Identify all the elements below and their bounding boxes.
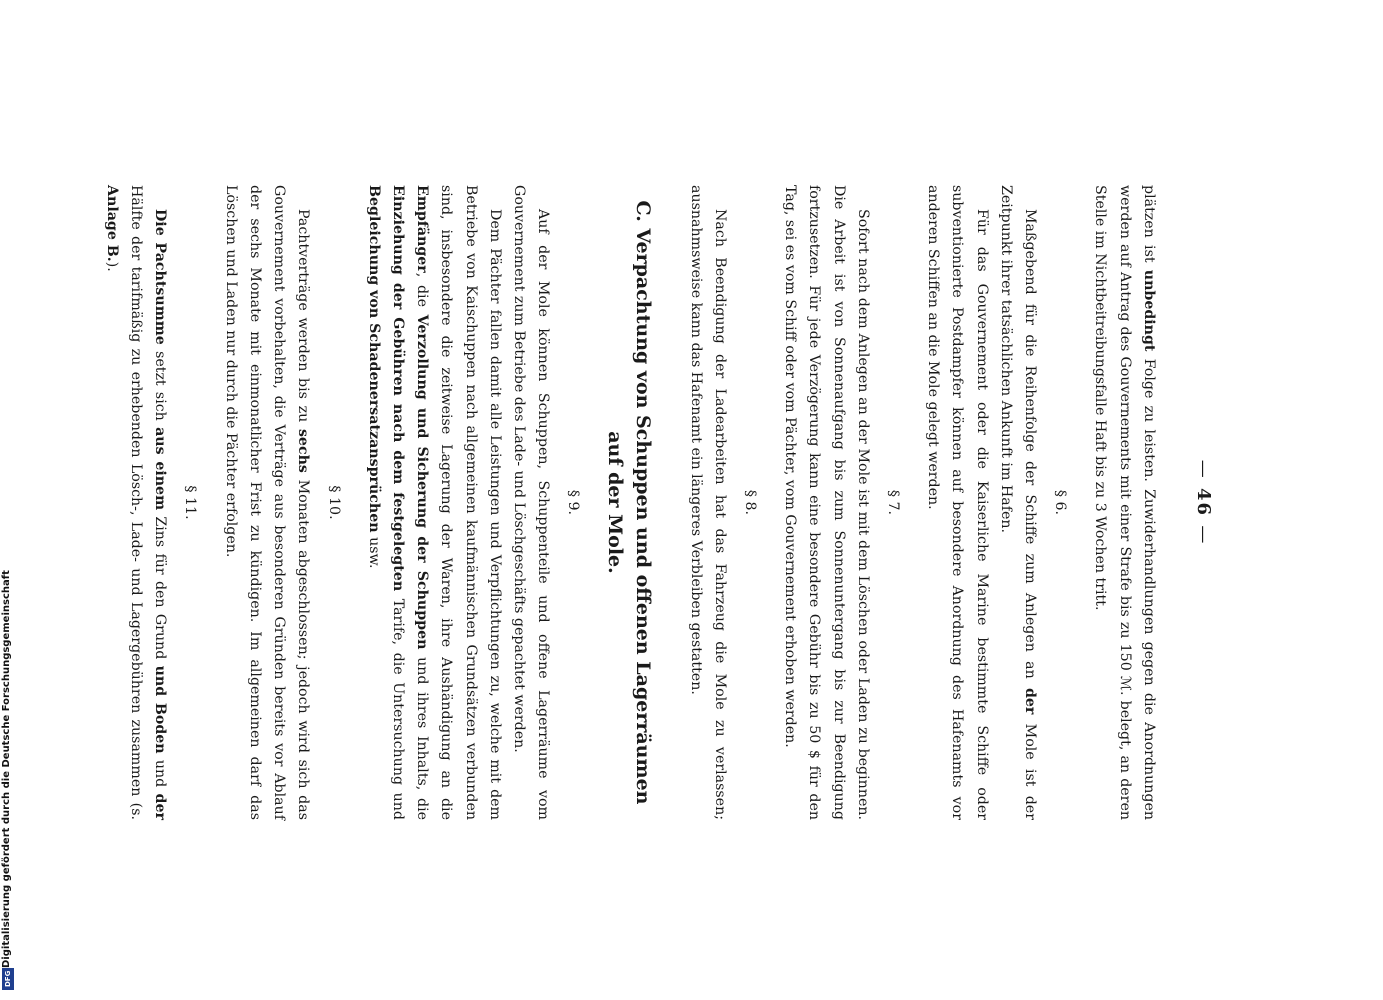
text-run: Monaten abgeschlossen; jedoch wird sich das Gouvernement vorbehalten, die Verträge aus besonderen Gründen bereits vor Ablauf der sechs Monate mit einmonatlicher Frist zu kündigen. Im allgemeinen darf das Löschen und Laden nur durch die Pächter erfolgen. bbox=[222, 185, 312, 820]
bold-run: der bbox=[1021, 687, 1038, 715]
bold-run: unbedingt bbox=[1140, 269, 1157, 352]
chapter-heading-line-2: auf der Mole. bbox=[604, 431, 627, 574]
bold-run: aus einem bbox=[152, 427, 169, 511]
page-dash-left: — bbox=[1193, 459, 1214, 480]
section-9-paragraph-1: Auf der Mole können Schuppen, Schuppenteile und offene Lagerräume vom Gouvernement zum Betriebe des Lade- und Löschgeschäfts gepachtet werden. bbox=[510, 185, 552, 820]
bold-run: Begleichung von Schadenersatzansprüchen bbox=[365, 185, 382, 533]
section-6-label: § 6. bbox=[1052, 489, 1069, 516]
chapter-heading bbox=[601, 185, 657, 820]
page-number-line bbox=[1191, 185, 1215, 820]
text-run: und ihres Inhalts, die bbox=[414, 649, 431, 820]
text-run: und bbox=[152, 753, 169, 794]
section-8-label: § 8. bbox=[741, 489, 758, 516]
section-11-label: § 11. bbox=[182, 485, 199, 520]
text-run: Zins für den Grund bbox=[152, 510, 169, 666]
text-run: Maßgebend für die Reihenfolge der Schiffe zum Anlegen an bbox=[1021, 209, 1038, 688]
bold-run: Anlage B. bbox=[103, 185, 120, 262]
text-run: Pachtverträge werden bis zu bbox=[295, 209, 312, 429]
page-number: 46 bbox=[1193, 487, 1214, 518]
bold-run: der bbox=[152, 793, 169, 820]
section-10-paragraph bbox=[219, 185, 316, 820]
section-8-paragraph: Nach Beendigung der Ladearbeiten hat das Fahrzeug die Mole zu verlassen; ausnahmsweise kann das Hafenamt ein längeres Verbleiben gestatten. bbox=[687, 185, 728, 820]
intro-paragraph bbox=[1088, 185, 1161, 820]
section-6-paragraph-2: Für das Gouvernement oder die Kaiserliche Marine bestimmte Schiffe oder subventionierte Postdampfer können auf besondere Anordnung des Hafenamts vor anderen Schiffen an die Mole gelegt werden. bbox=[925, 185, 990, 820]
section-6-paragraph-1 bbox=[994, 185, 1042, 820]
text-run: plätzen ist bbox=[1140, 185, 1157, 270]
page-dash-right: — bbox=[1193, 525, 1214, 546]
text-run: ). bbox=[103, 261, 120, 272]
chapter-heading-line-1: C. Verpachtung von Schuppen und offenen Lagerräumen bbox=[632, 200, 655, 805]
bold-run: Verzollung und Sicherung der Schuppen bbox=[414, 314, 431, 650]
page-content bbox=[100, 185, 1215, 820]
bold-run: Die Pachtsumme bbox=[152, 209, 169, 345]
section-9-paragraph-2 bbox=[362, 185, 507, 820]
section-9-label: § 9. bbox=[565, 489, 582, 516]
section-10-label: § 10. bbox=[325, 485, 342, 520]
text-run: Folge zu leisten. Zuwiderhandlungen gegen die Anordnungen werden auf Antrag des Gouvernements mit einer Strafe bis zu 150 ℳ. belegt, an deren Stelle im Nichtbeitreibungsfalle Haft bis zu 3 Wochen tritt. bbox=[1092, 185, 1157, 820]
bold-run: Einziehung der Gebühren nach dem festgelegten bbox=[389, 185, 406, 592]
text-run: usw. bbox=[365, 532, 382, 569]
text-run: Dem Pächter fallen damit alle Leistungen und Verpflichtungen zu, welche mit dem Betriebe von Kaischuppen nach allgemeinen kaufmännischen Grundsätzen verbunden sind, insbesondere die zeitweise Lagerung der Waren, ihre Aushändigung an die bbox=[438, 185, 503, 820]
digitization-credit: Digitalisierung gefördert durch die Deutsche Forschungsgemeinschaft bbox=[1, 570, 12, 968]
section-7-paragraph: Sofort nach dem Anlegen an der Mole ist mit dem Löschen oder Laden zu beginnen. Die Arbeit ist von Sonnenaufgang bis zum Sonnenuntergang bis zur Beendigung fortzusetzen. Für jede Verzögerung kann eine besondere Gebühr bis zu 50 $ für den Tag, sei es vom Schiff oder vom Pächter, vom Gouvernement erhoben werden. bbox=[782, 185, 871, 820]
section-7-label: § 7. bbox=[884, 489, 901, 516]
text-run: , die bbox=[414, 272, 431, 315]
text-run: Hälfte der tarifmäßig zu erhebenden Lösch-, Lade- und Lagergebühren zusammen (s. bbox=[128, 185, 145, 820]
dfg-logo: DFG bbox=[2, 968, 14, 990]
text-run: setzt sich bbox=[152, 344, 169, 428]
section-11-paragraph bbox=[100, 185, 173, 820]
bold-run: sechs bbox=[295, 428, 312, 473]
text-run: Mole ist der Zeitpunkt ihrer tatsächlichen Ankunft im Hafen. bbox=[997, 185, 1038, 820]
bold-run: Empfänger bbox=[414, 185, 431, 273]
bold-run: und Boden bbox=[152, 665, 169, 754]
text-run: Tarife, die Untersuchung und bbox=[389, 591, 406, 820]
